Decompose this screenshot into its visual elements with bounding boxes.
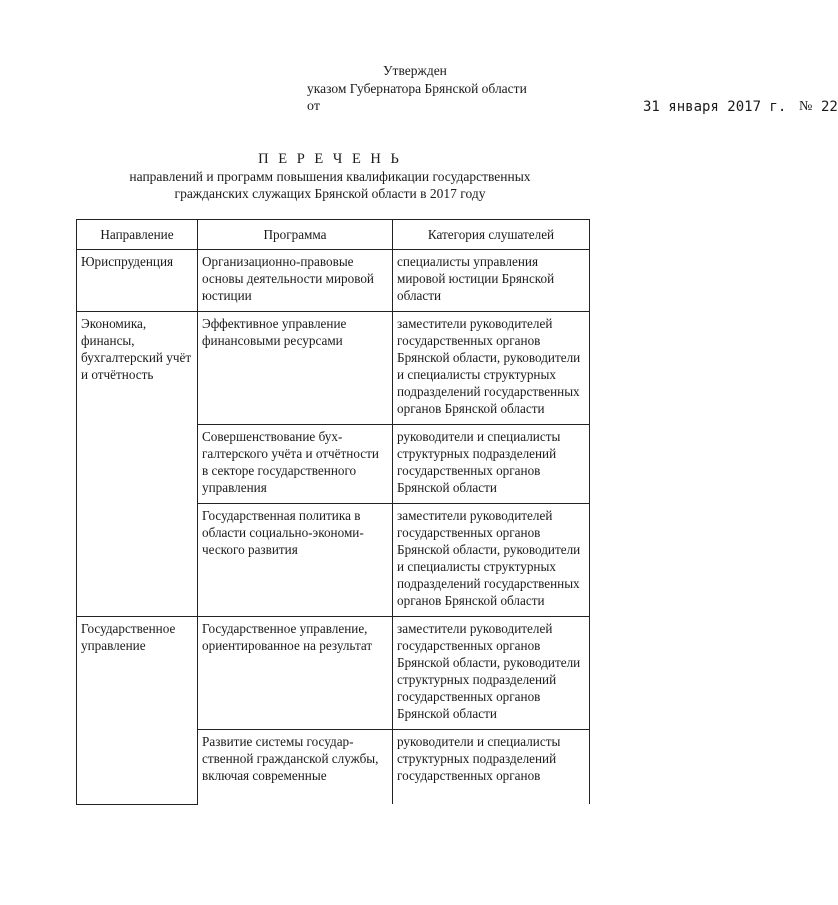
- program-cell: Государственное управление, ориентированное на результат: [198, 617, 393, 730]
- program-cell: Государственная политика в области социально-экономического развития: [198, 504, 393, 617]
- programs-table: [76, 219, 590, 805]
- decree-date: 31 января 2017 г.: [643, 99, 787, 115]
- program-cell: Организационно-правовые основы деятельности мировой юстиции: [198, 250, 393, 312]
- program-cell: Совершенствование бухгалтерского учёта и отчётности в секторе государственного управления: [198, 425, 393, 504]
- document-subtitle-line2: гражданских служащих Брянской области в 2017 году: [174, 186, 486, 201]
- program-cell: Развитие системы государственной гражданской службы, включая современные: [198, 730, 393, 805]
- approval-line-date: [307, 99, 838, 115]
- approval-block: [0, 0, 838, 130]
- table-header-row: [77, 220, 590, 250]
- header-program: Программа: [198, 220, 393, 250]
- number-label: №: [799, 99, 813, 114]
- direction-cell: Экономика, финансы, бухгалтерский учёт и отчётность: [77, 312, 198, 617]
- document-subtitle-line1: направлений и программ повышения квалификации государственных: [129, 169, 531, 184]
- header-category: Категория слушателей: [393, 220, 590, 250]
- approval-line-approved: Утвержден: [383, 63, 447, 78]
- category-cell: заместители руководителей государственных органов Брянской области, руководители структурных подразделений государственных органов Брянской области: [393, 617, 590, 730]
- category-cell: заместители руководителей государственных органов Брянской области, руководители и специалисты структурных подразделений государственных органов Брянской области: [393, 312, 590, 425]
- category-cell: специалисты управления мировой юстиции Брянской области: [393, 250, 590, 312]
- category-cell: заместители руководителей государственных органов Брянской области, руководители и специалисты структурных подразделений государственных органов Брянской области: [393, 504, 590, 617]
- table-row: [77, 250, 590, 312]
- approval-line-decree: указом Губернатора Брянской области: [307, 81, 527, 96]
- direction-cell: Юриспруденция: [77, 250, 198, 312]
- date-prefix: от: [307, 99, 320, 114]
- table-row: [77, 312, 590, 425]
- category-cell: руководители и специалисты структурных подразделений государственных органов Брянской области: [393, 425, 590, 504]
- table-row: [77, 617, 590, 730]
- category-cell: руководители и специалисты структурных подразделений государственных органов: [393, 730, 590, 805]
- decree-number: 22: [821, 99, 838, 115]
- program-cell: Эффективное управление финансовыми ресурсами: [198, 312, 393, 425]
- document-heading: [40, 150, 620, 202]
- direction-cell: Государственное управление: [77, 617, 198, 805]
- document-title: П Е Р Е Ч Е Н Ь: [258, 151, 402, 167]
- header-direction: Направление: [77, 220, 198, 250]
